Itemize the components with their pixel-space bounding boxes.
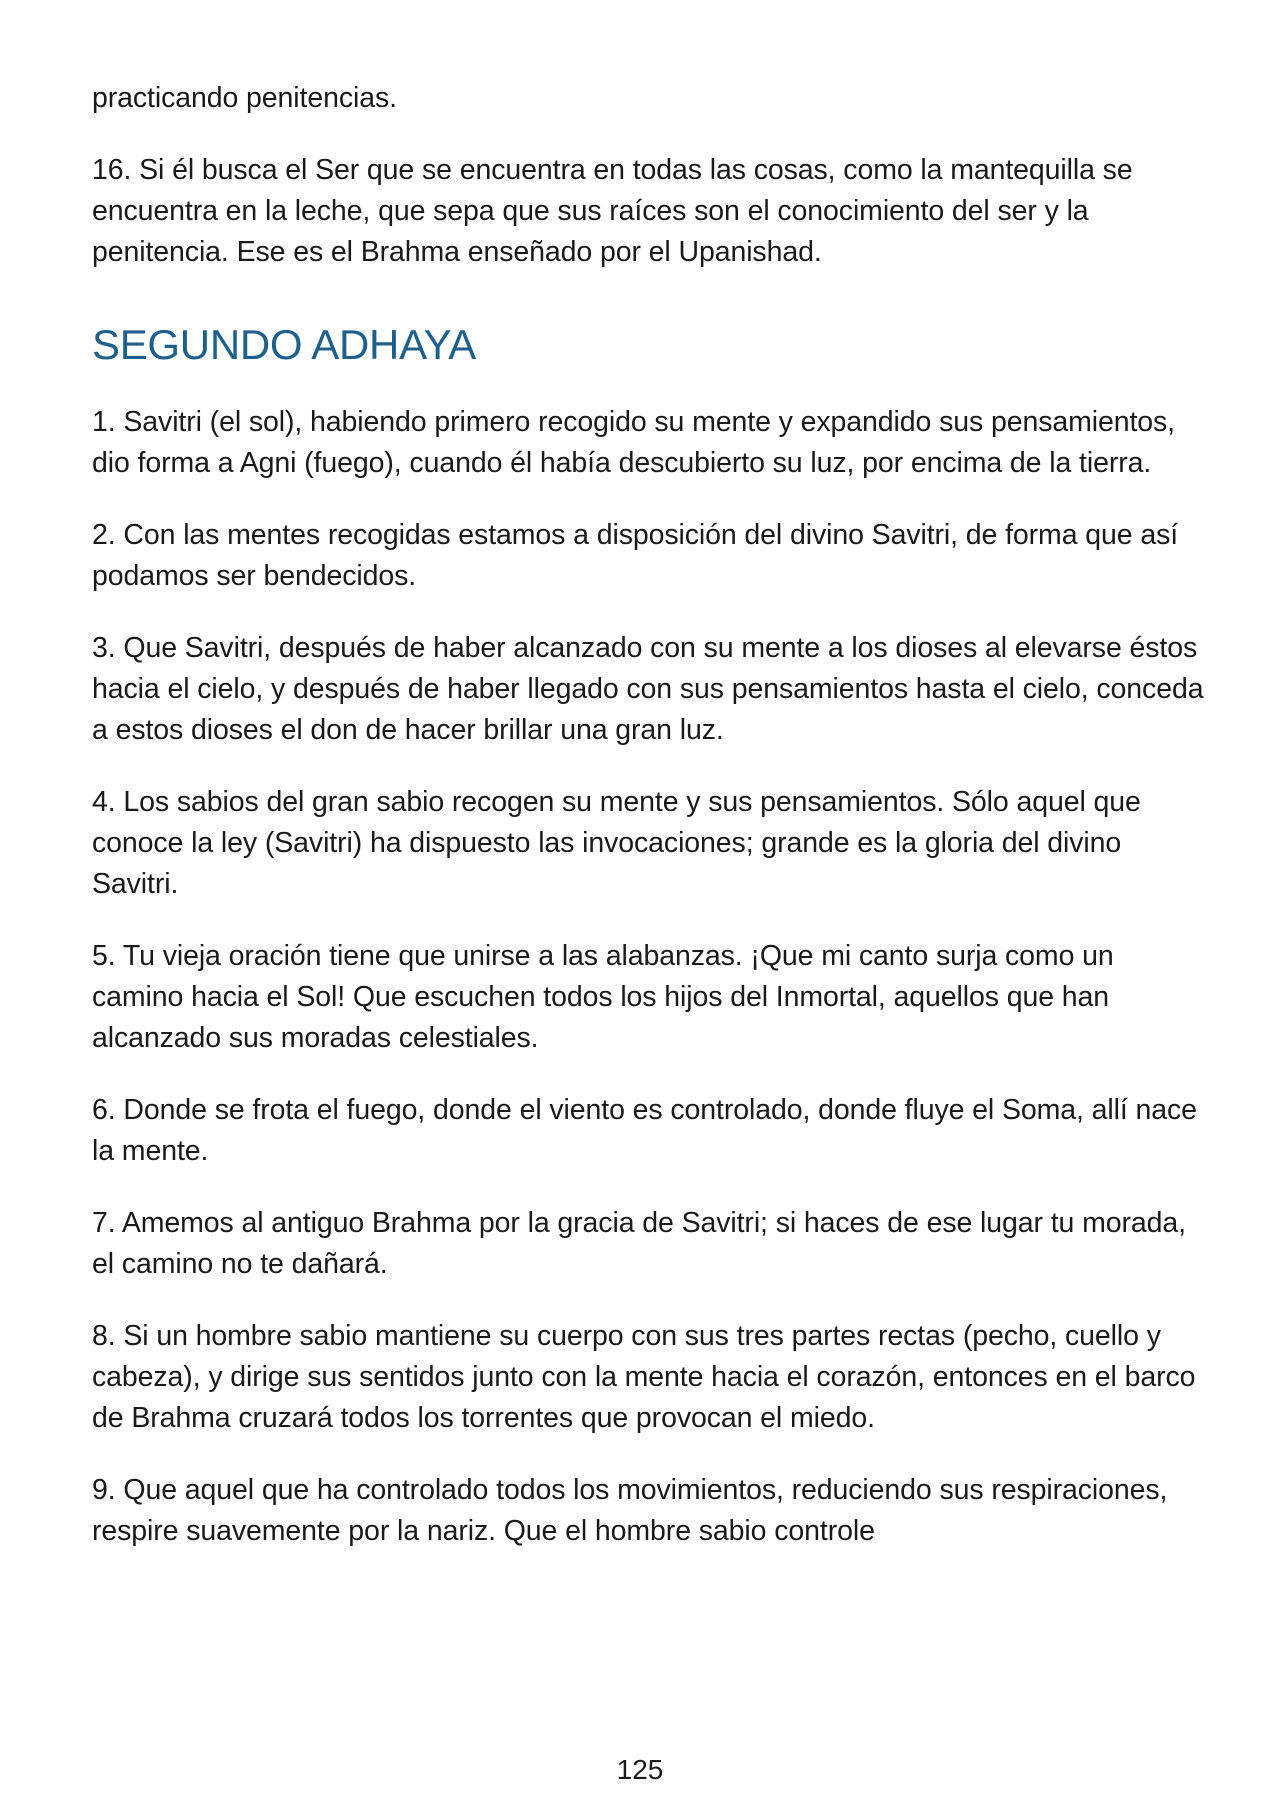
verse-4: 4. Los sabios del gran sabio recogen su mente y sus pensamientos. Sólo aquel que conoce la ley (Savitri) ha dispuesto las invocaciones; grande es la gloria del divino Savitri. bbox=[92, 786, 1141, 900]
verse-2: 2. Con las mentes recogidas estamos a disposición del divino Savitri, de forma que así podamos ser bendecidos. bbox=[92, 519, 1179, 592]
verse-6: 6. Donde se frota el fuego, donde el viento es controlado, donde fluye el Soma, allí nace la mente. bbox=[92, 1094, 1197, 1167]
section-heading: SEGUNDO ADHAYA bbox=[92, 321, 476, 368]
verse-1: 1. Savitri (el sol), habiendo primero recogido su mente y expandido sus pensamientos, dio forma a Agni (fuego), cuando él había descubierto su luz, por encima de la tierra. bbox=[92, 406, 1176, 479]
verse-3: 3. Que Savitri, después de haber alcanzado con su mente a los dioses al elevarse éstos hacia el cielo, y después de haber llegado con sus pensamientos hasta el cielo, conceda a estos dioses el don de hacer brillar una gran luz. bbox=[92, 632, 1204, 746]
page-body bbox=[92, 78, 1212, 1583]
verse-5: 5. Tu vieja oración tiene que unirse a las alabanzas. ¡Que mi canto surja como un camino hacia el Sol! Que escuchen todos los hijos del Inmortal, aquellos que han alcanzado sus moradas celestiales. bbox=[92, 940, 1114, 1054]
page-number: 125 bbox=[616, 1754, 664, 1785]
verse-8: 8. Si un hombre sabio mantiene su cuerpo con sus tres partes rectas (pecho, cuello y cabeza), y dirige sus sentidos junto con la mente hacia el corazón, entonces en el barco de Brahma cruzará todos los torrentes que provocan el miedo. bbox=[92, 1320, 1196, 1434]
verse-7: 7. Amemos al antiguo Brahma por la gracia de Savitri; si haces de ese lugar tu morada, el camino no te dañará. bbox=[92, 1207, 1186, 1280]
verse-16: 16. Si él busca el Ser que se encuentra en todas las cosas, como la mantequilla se encuentra en la leche, que sepa que sus raíces son el conocimiento del ser y la penitencia. Ese es el Brahma enseñado por el Upanishad. bbox=[92, 154, 1133, 268]
verse-9: 9. Que aquel que ha controlado todos los movimientos, reduciendo sus respiraciones, respire suavemente por la nariz. Que el hombre sabio controle bbox=[92, 1474, 1168, 1547]
opening-line: practicando penitencias. bbox=[92, 82, 397, 114]
